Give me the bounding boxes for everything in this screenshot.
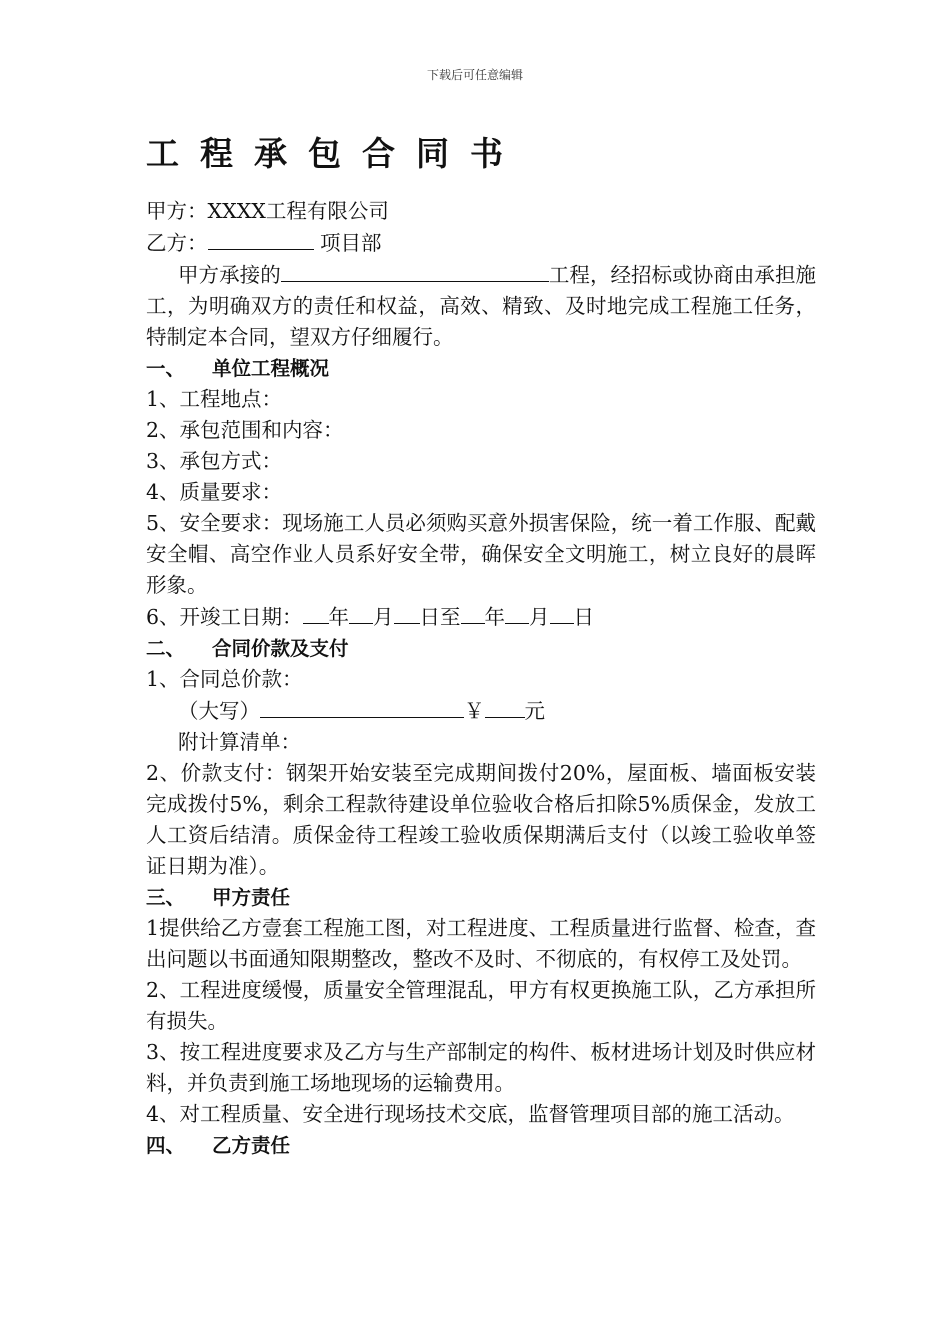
list-item: 5、安全要求：现场施工人员必须购买意外损害保险，统一着工作服、配戴安全帽、高空作业人员系好安全带，确保安全文明施工，树立良好的晨晖形象。	[146, 511, 816, 597]
party-a: 甲方：XXXX工程有限公司	[146, 199, 389, 223]
section-heading-1: 一、 单位工程概况	[146, 357, 330, 380]
blank-field	[281, 259, 549, 282]
list-item: 2、承包范围和内容：	[146, 418, 344, 442]
amount-line: （大写） ￥ 元	[146, 695, 816, 727]
party-b: 乙方： 项目部	[146, 227, 816, 259]
date-line: 6、开竣工日期： 年 月 日至 年 月 日	[146, 601, 816, 633]
document-body	[146, 196, 816, 1161]
blank-field	[260, 695, 464, 718]
intro-paragraph: 甲方承接的 工程，经招标或协商由承担施工，为明确双方的责任和权益，高效、精致、及时地完成工程施工任务，特制定本合同，望双方仔细履行。	[146, 259, 816, 353]
list-item: 1、工程地点：	[146, 387, 283, 411]
list-item: 1、合同总价款：	[146, 667, 303, 691]
list-item: 2、价款支付：钢架开始安装至完成期间拨付20%，屋面板、墙面板安装完成拨付5%，剩余工程款待建设单位验收合格后扣除5%质保金，发放工人工资后结清。质保金待工程竣工验收质保期满后支付（以竣工验收单签证日期为准）。	[146, 761, 816, 878]
list-item: 2、工程进度缓慢，质量安全管理混乱，甲方有权更换施工队，乙方承担所有损失。	[146, 978, 816, 1033]
attachment-line: 附计算清单：	[178, 730, 301, 754]
section-heading-3: 三、 甲方责任	[146, 886, 291, 909]
list-item: 1提供给乙方壹套工程施工图，对工程进度、工程质量进行监督、检查，查出问题以书面通知限期整改，整改不及时、不彻底的，有权停工及处罚。	[146, 916, 816, 971]
document-title: 工程承包合同书	[146, 134, 524, 173]
section-heading-4: 四、 乙方责任	[146, 1134, 291, 1157]
section-heading-2: 二、 合同价款及支付	[146, 637, 349, 660]
blank-field	[485, 695, 525, 718]
list-item: 4、质量要求：	[146, 480, 283, 504]
page-header: 下载后可任意编辑	[426, 68, 523, 82]
list-item: 4、对工程质量、安全进行现场技术交底，监督管理项目部的施工活动。	[146, 1102, 795, 1126]
list-item: 3、承包方式：	[146, 449, 283, 473]
list-item: 3、按工程进度要求及乙方与生产部制定的构件、板材进场计划及时供应材料，并负责到施工场地现场的运输费用。	[146, 1040, 816, 1095]
blank-field	[208, 227, 314, 250]
